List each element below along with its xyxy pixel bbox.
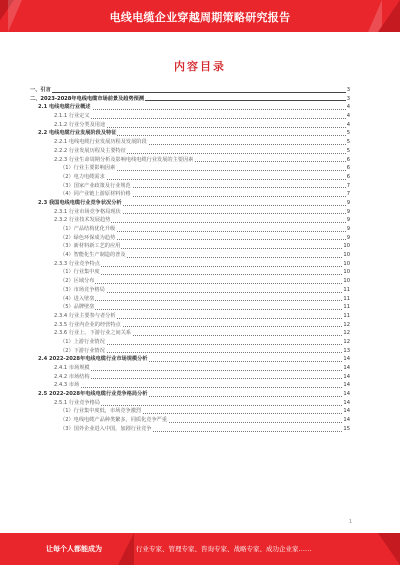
toc-entry[interactable] [28,373,350,382]
toc-entry[interactable] [28,381,350,390]
toc-entry-page: 12 [343,321,350,328]
report-header [0,0,400,32]
toc-leader-dots [54,378,350,379]
toc-entry-page: 5 [346,130,350,137]
toc-heading: 内容目录 [174,60,226,73]
toc-entry-label: （4）智能化生产制造的普及 [60,252,126,259]
toc-entry[interactable] [28,355,350,364]
toc-leader-dots [60,309,350,310]
toc-leader-dots [54,118,350,119]
toc-entry[interactable] [28,138,350,147]
toc-entry[interactable] [28,182,350,191]
toc-entry-label: （1）行业主要影响因素 [60,165,116,172]
toc-entry[interactable] [28,390,350,399]
toc-entry-label: 二、2023-2028年电线电缆市场前景及趋势预测 [30,95,145,102]
toc-entry-label: 2.2.1 电线电缆行业发展历程及发展阶段 [54,139,147,146]
toc-entry-label: 2.3.2 行业技术发展趋势 [54,217,111,224]
toc-entry-label: 2.3.1 行业市场竞争格局现状 [54,208,121,215]
report-footer [0,533,400,565]
toc-entry-label: 一、引言 [30,87,51,93]
toc-entry-label: 2.1.1 行业定义 [54,113,90,120]
toc-entry-page: 4 [346,104,350,111]
toc-entry-label: 2.4.1 市场规模 [54,365,90,371]
toc-entry[interactable] [28,329,350,338]
toc-entry-page: 9 [346,217,350,224]
page-number: 1 [348,519,352,525]
toc-entry[interactable] [28,251,350,260]
toc-entry-label: 2.5 2022-2028年电线电缆行业竞争格局分析 [38,391,148,398]
toc-entry[interactable] [28,399,350,408]
toc-entry-label: 2.1.2 行业分类及用途 [54,121,106,128]
footer-decoration-right [378,533,400,565]
toc-leader-dots [30,92,350,93]
toc-entry-page: 6 [346,173,350,180]
toc-entry-page: 11 [343,295,350,302]
toc-entry-label: （3）新材料新工艺的应用 [60,243,121,250]
toc-entry-label: （1）上游行业情况 [60,338,105,345]
toc-entry-label: 2.5.1 行业竞争格局 [54,399,100,406]
toc-entry[interactable] [28,303,350,312]
toc-entry-page: 14 [343,399,350,406]
toc-entry-page: 10 [343,243,350,250]
toc-leader-dots [54,387,350,388]
toc-entry-label: 2.4.2 市场结构 [54,373,90,380]
toc-entry[interactable] [28,321,350,330]
toc-entry-label: （2）电力电缆需求 [60,173,105,180]
toc-entry-page: 5 [346,147,350,154]
toc-entry[interactable] [28,312,350,321]
toc-entry[interactable] [28,364,350,373]
toc-entry[interactable] [28,242,350,251]
toc-entry-page: 14 [343,417,350,424]
toc-entry-label: 2.4 2022-2028年电线电缆行业市场规模分析 [38,356,148,363]
toc-entry[interactable] [28,216,350,225]
toc-entry-page: 12 [343,330,350,337]
toc-entry-label: （2）下游行业情况 [60,347,105,354]
toc-entry-page: 14 [343,382,350,389]
toc-entry-label: （5）品牌壁垒 [60,304,95,311]
toc-entry-page: 10 [343,269,350,276]
toc-entry[interactable] [28,112,350,121]
toc-entry[interactable] [28,407,350,416]
toc-entry-label: 2.3.4 行业主要参与者分析 [54,312,116,319]
toc-entry-page: 9 [346,226,350,232]
toc-entry[interactable] [28,173,350,182]
toc-entry[interactable] [28,338,350,347]
toc-entry[interactable] [28,425,350,434]
toc-entry-label: （3）国外企业进入中国，加剧行业竞争 [60,425,152,432]
footer-tagline: 行业专家、管理专家、咨询专家、战略专家、成功企业家…… [136,545,312,553]
toc-entry-page: 10 [343,278,350,285]
toc-entry[interactable] [28,286,350,295]
toc-entry-page: 6 [346,165,350,172]
toc-entry-label: 2.3.6 行业上、下游行业之间关系 [54,330,132,337]
toc-entry[interactable] [28,225,350,234]
toc-entry-page: 3 [346,95,350,102]
toc-entry-page: 14 [343,408,350,415]
toc-entry-label: （4）同产业链上游原材料价格 [60,191,131,198]
footer-slogan: 让每个人都能成为 [46,545,102,553]
toc-entry-label: （1）行业集中度低，市场竞争激烈 [60,408,142,415]
toc-entry-label: 2.4.3 市场 [54,382,80,389]
toc-entry-label: 2.2.2 行业发展历程及主要特征 [54,147,126,154]
toc-entry-label: （2）电线电缆产品种类繁多，同质化竞争严重 [60,417,168,424]
toc-entry-label: 2.2 电线电缆行业发展阶段及特征 [38,130,117,137]
toc-entry-label: 2.3.3 行业竞争特点 [54,260,100,267]
toc-entry-page: 11 [343,304,350,311]
toc-entry-page: 4 [346,121,350,128]
footer-decoration [118,533,134,565]
toc-leader-dots [60,274,350,275]
toc-entry-page: 4 [346,113,350,120]
toc-entry[interactable] [28,277,350,286]
toc-entry[interactable] [28,103,350,112]
toc-entry-page: 11 [343,312,350,319]
toc-entry-page: 9 [346,234,350,241]
toc-entry[interactable] [28,416,350,425]
toc-entry-page: 15 [343,425,350,432]
toc-entry-page: 11 [343,286,350,293]
toc-entry-label: （4）进入壁垒 [60,295,95,302]
toc-entry-label: （1）产品结构优化升级 [60,226,116,232]
toc-entry-page: 12 [343,338,350,345]
toc-entry-page: 10 [343,260,350,267]
toc-entry-label: 2.2.3 行业生命周期分析及影响电线电缆行业发展的主要因素 [54,156,194,163]
toc-entry-page: 14 [343,356,350,363]
toc-entry[interactable] [28,199,350,208]
toc-entry[interactable] [28,95,350,104]
toc-leader-dots [60,300,350,301]
toc-entry-page: 14 [343,365,350,371]
report-title: 电线电缆企业穿越周期策略研究报告 [109,11,291,24]
toc-entry-page: 3 [346,87,350,93]
toc-entry[interactable] [28,164,350,173]
toc-entry[interactable] [28,190,350,199]
toc-entry-page: 7 [346,191,350,198]
toc-entry[interactable] [28,260,350,269]
toc-entry-page: 6 [346,156,350,163]
toc-entry[interactable] [28,234,350,243]
toc-entry[interactable] [28,86,350,95]
table-of-contents [28,86,350,434]
toc-entry-label: 2.3.5 行业内企业的经营特点 [54,321,121,328]
toc-entry-label: （3）国家产业政策及行业规范 [60,182,131,189]
toc-entry[interactable] [28,147,350,156]
toc-entry[interactable] [28,295,350,304]
toc-entry-page: 5 [346,139,350,146]
toc-entry-label: （2）绿色环保成为趋势 [60,234,116,241]
toc-entry-label: （1）行业集中度 [60,269,100,276]
toc-entry-page: 7 [346,182,350,189]
toc-entry-label: （3）市场竞争格局 [60,286,105,293]
toc-entry-label: 2.3 我国电线电缆行业竞争状况分析 [38,199,122,206]
toc-entry-page: 9 [346,208,350,215]
toc-entry[interactable] [28,121,350,130]
toc-entry[interactable] [28,347,350,356]
toc-entry[interactable] [28,156,350,165]
toc-entry-page: 10 [343,252,350,259]
toc-entry-label: 2.1 电线电缆行业概述 [38,104,91,111]
toc-entry-page: 9 [346,199,350,206]
toc-entry-label: （2）区域分布 [60,278,95,285]
toc-entry-page: 14 [343,373,350,380]
toc-entry[interactable] [28,129,350,138]
toc-leader-dots [54,370,350,371]
toc-leader-dots [60,283,350,284]
toc-entry-page: 14 [343,391,350,398]
toc-entry[interactable] [28,268,350,277]
toc-entry-page: 13 [343,347,350,354]
toc-entry[interactable] [28,208,350,217]
